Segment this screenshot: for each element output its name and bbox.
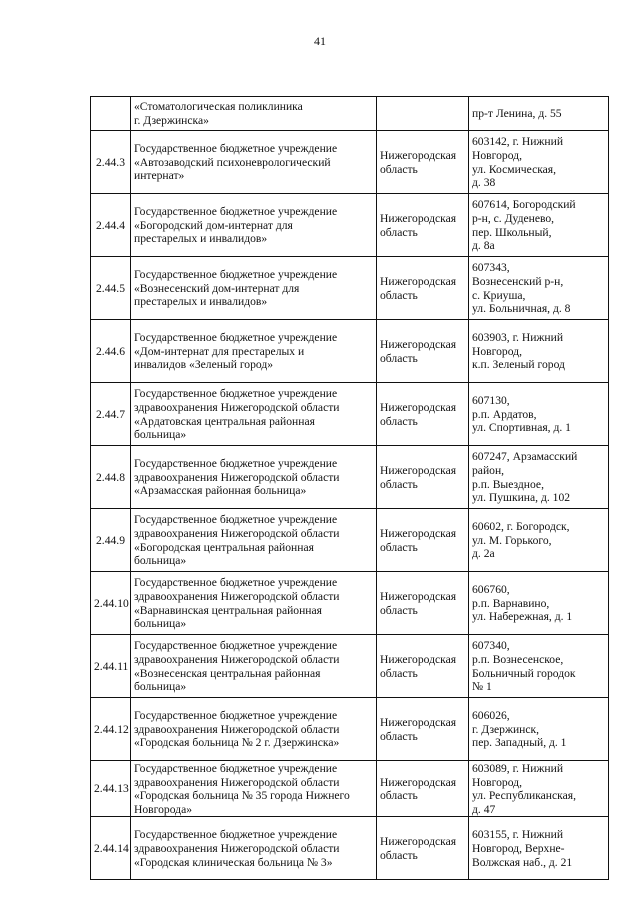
table-row [91, 131, 609, 194]
institution-name-line: Государственное бюджетное учреждение [134, 709, 338, 723]
region-cell [377, 761, 469, 817]
address-line: ул. Набережная, д. 1 [472, 610, 573, 624]
institution-name-line: «Городская клиническая больница № 3» [134, 855, 333, 869]
row-number-cell: 2.44.5 [91, 257, 131, 320]
institution-name-line: престарелых и инвалидов» [134, 295, 268, 309]
address-line: 603142, г. Нижний [472, 135, 564, 149]
registry-table [90, 96, 609, 880]
address-cell [469, 698, 609, 761]
region-line: Нижегородская [380, 835, 457, 849]
address-line: 603903, г. Нижний [472, 331, 564, 345]
row-number-cell: 2.44.3 [91, 131, 131, 194]
institution-name-line: здравоохранения Нижегородской области [134, 722, 340, 736]
address-cell [469, 572, 609, 635]
region-line: область [380, 288, 418, 302]
address-cell [469, 761, 609, 817]
address-line: ул. Больничная, д. 8 [472, 302, 571, 316]
institution-name-line: Государственное бюджетное учреждение [134, 457, 338, 471]
institution-name-line: больница» [134, 680, 187, 694]
region-line: область [380, 540, 418, 554]
row-number-cell: 2.44.12 [91, 698, 131, 761]
address-line: р.п. Варнавино, [472, 596, 550, 610]
address-line: пер. Школьный, [472, 225, 552, 239]
table-row [91, 817, 609, 880]
region-cell [377, 97, 469, 131]
address-cell [469, 320, 609, 383]
region-line: Нижегородская [380, 715, 457, 729]
region-line: Нижегородская [380, 400, 457, 414]
region-line: область [380, 414, 418, 428]
region-line: Нижегородская [380, 526, 457, 540]
address-line: 607614, Богородский [472, 198, 576, 212]
address-line: район, [472, 463, 505, 477]
region-line: Нижегородская [380, 463, 457, 477]
region-cell [377, 698, 469, 761]
address-line: Новгород, [472, 344, 522, 358]
row-number-cell [91, 97, 131, 131]
address-line: д. 47 [472, 802, 496, 816]
address-line: пер. Западный, д. 1 [472, 736, 567, 750]
institution-name-line: «Вознесенская центральная районная [134, 666, 321, 680]
institution-name-line: Государственное бюджетное учреждение [134, 331, 338, 345]
institution-name-line: здравоохранения Нижегородской области [134, 526, 340, 540]
region-cell [377, 509, 469, 572]
institution-name-line: Государственное бюджетное учреждение [134, 205, 338, 219]
institution-name-line: здравоохранения Нижегородской области [134, 470, 340, 484]
institution-name-line: инвалидов «Зеленый город» [134, 358, 274, 372]
address-line: с. Криуша, [472, 288, 526, 302]
address-line: ул. Республиканская, [472, 789, 576, 803]
address-line: р.п. Вознесенское, [472, 652, 564, 666]
address-line: р-н, с. Дуденево, [472, 211, 555, 225]
region-line: область [380, 351, 418, 365]
region-cell [377, 383, 469, 446]
institution-name-line: здравоохранения Нижегородской области [134, 652, 340, 666]
institution-name-line: Государственное бюджетное учреждение [134, 268, 338, 282]
row-number-cell: 2.44.13 [91, 761, 131, 817]
region-line: область [380, 729, 418, 743]
row-number-cell: 2.44.6 [91, 320, 131, 383]
institution-name-line: Государственное бюджетное учреждение [134, 142, 338, 156]
institution-name-line: Государственное бюджетное учреждение [134, 639, 338, 653]
region-line: область [380, 666, 418, 680]
address-cell [469, 446, 609, 509]
address-line: ул. Спортивная, д. 1 [472, 421, 571, 435]
region-line: область [380, 477, 418, 491]
region-cell [377, 572, 469, 635]
row-number-cell: 2.44.9 [91, 509, 131, 572]
address-line: д. 8а [472, 239, 495, 253]
institution-name-line: «Ардатовская центральная районная [134, 414, 315, 428]
institution-name-line: «Городская больница № 35 города Нижнего [134, 789, 350, 803]
region-line: Нижегородская [380, 337, 457, 351]
institution-name-line: г. Дзержинска» [134, 114, 209, 127]
row-number-cell: 2.44.14 [91, 817, 131, 880]
region-line: область [380, 225, 418, 239]
institution-name-line: интернат» [134, 169, 185, 183]
address-cell [469, 635, 609, 698]
address-line: № 1 [472, 680, 492, 694]
institution-name-line: «Арзамасская районная больница» [134, 484, 307, 498]
address-line: 607130, [472, 394, 510, 408]
region-line: Нижегородская [380, 148, 457, 162]
institution-name-line: здравоохранения Нижегородской области [134, 589, 340, 603]
institution-name-cell [131, 320, 377, 383]
region-cell [377, 131, 469, 194]
table-row [91, 383, 609, 446]
address-cell [469, 817, 609, 880]
region-cell [377, 817, 469, 880]
address-line: Волжская наб., д. 21 [472, 855, 573, 869]
table-row [91, 446, 609, 509]
institution-name-cell [131, 509, 377, 572]
table-row [91, 320, 609, 383]
region-cell [377, 446, 469, 509]
address-line: Вознесенский р-н, [472, 274, 564, 288]
table-row [91, 194, 609, 257]
address-line: пр-т Ленина, д. 55 [472, 107, 562, 121]
institution-name-cell [131, 194, 377, 257]
region-cell [377, 635, 469, 698]
institution-name-line: Государственное бюджетное учреждение [134, 576, 338, 590]
address-line: д. 38 [472, 176, 496, 190]
institution-name-line: «Варнавинская центральная районная [134, 603, 322, 617]
address-line: р.п. Ардатов, [472, 407, 537, 421]
institution-name-line: «Вознесенский дом-интернат для [134, 281, 300, 295]
row-number-cell: 2.44.4 [91, 194, 131, 257]
address-line: 60602, г. Богородск, [472, 520, 570, 534]
table-row [91, 509, 609, 572]
address-line: ул. Пушкина, д. 102 [472, 491, 571, 505]
institution-name-line: больница» [134, 428, 187, 442]
region-line: область [380, 603, 418, 617]
address-cell [469, 509, 609, 572]
table-row [91, 635, 609, 698]
address-line: д. 2а [472, 547, 495, 561]
institution-name-line: «Автозаводский психоневрологический [134, 155, 331, 169]
region-line: Нижегородская [380, 211, 457, 225]
institution-name-line: «Стоматологическая поликлиника [134, 100, 303, 114]
address-cell [469, 97, 609, 131]
table-row [91, 698, 609, 761]
institution-name-line: «Городская больница № 2 г. Дзержинска» [134, 736, 340, 750]
page-number: 41 [314, 34, 326, 48]
region-cell [377, 320, 469, 383]
address-line: к.п. Зеленый город [472, 358, 565, 372]
region-line: Нижегородская [380, 589, 457, 603]
institution-name-line: Государственное бюджетное учреждение [134, 762, 338, 775]
region-line: область [380, 789, 418, 803]
table-row [91, 572, 609, 635]
address-line: 603089, г. Нижний [472, 762, 564, 775]
institution-name-cell [131, 383, 377, 446]
address-cell [469, 257, 609, 320]
row-number-cell: 2.44.8 [91, 446, 131, 509]
institution-name-cell [131, 635, 377, 698]
table-row [91, 761, 609, 817]
table-row [91, 257, 609, 320]
address-line: Новгород, [472, 775, 522, 789]
institution-name-line: престарелых и инвалидов» [134, 232, 268, 246]
address-line: Новгород, [472, 148, 522, 162]
institution-name-line: больница» [134, 617, 187, 631]
address-line: г. Дзержинск, [472, 722, 540, 736]
institution-name-cell [131, 257, 377, 320]
address-line: Больничный городок [472, 666, 576, 680]
institution-name-line: здравоохранения Нижегородской области [134, 842, 340, 856]
address-line: 607247, Арзамасский [472, 450, 578, 464]
region-line: область [380, 162, 418, 176]
table-row [91, 97, 609, 131]
address-line: ул. Космическая, [472, 162, 557, 176]
institution-name-line: Новгорода» [134, 802, 193, 816]
address-line: 606760, [472, 583, 510, 597]
row-number-cell: 2.44.11 [91, 635, 131, 698]
region-line: Нижегородская [380, 274, 457, 288]
address-line: ул. М. Горького, [472, 533, 552, 547]
institution-name-line: «Богородский дом-интернат для [134, 218, 293, 232]
address-line: 606026, [472, 709, 510, 723]
institution-name-cell [131, 817, 377, 880]
institution-name-line: больница» [134, 554, 187, 568]
institution-name-cell [131, 698, 377, 761]
institution-name-line: Государственное бюджетное учреждение [134, 513, 338, 527]
institution-name-line: «Дом-интернат для престарелых и [134, 344, 305, 358]
institution-name-cell [131, 761, 377, 817]
registry-table-body [91, 97, 609, 880]
region-line: область [380, 848, 418, 862]
region-cell [377, 194, 469, 257]
address-cell [469, 194, 609, 257]
institution-name-line: здравоохранения Нижегородской области [134, 400, 340, 414]
institution-name-cell [131, 572, 377, 635]
address-line: 607340, [472, 639, 510, 653]
row-number-cell: 2.44.10 [91, 572, 131, 635]
institution-name-cell [131, 446, 377, 509]
institution-name-cell [131, 131, 377, 194]
address-line: р.п. Выездное, [472, 477, 544, 491]
institution-name-line: здравоохранения Нижегородской области [134, 775, 340, 789]
institution-name-line: Государственное бюджетное учреждение [134, 387, 338, 401]
institution-name-cell [131, 97, 377, 131]
institution-name-line: «Богородская центральная районная [134, 540, 314, 554]
address-cell [469, 383, 609, 446]
row-number-cell: 2.44.7 [91, 383, 131, 446]
region-line: Нижегородская [380, 652, 457, 666]
address-line: 603155, г. Нижний [472, 828, 564, 842]
institution-name-line: Государственное бюджетное учреждение [134, 828, 338, 842]
region-line: Нижегородская [380, 775, 457, 789]
address-line: 607343, [472, 261, 510, 275]
region-cell [377, 257, 469, 320]
address-cell [469, 131, 609, 194]
address-line: Новгород, Верхне- [472, 842, 565, 856]
